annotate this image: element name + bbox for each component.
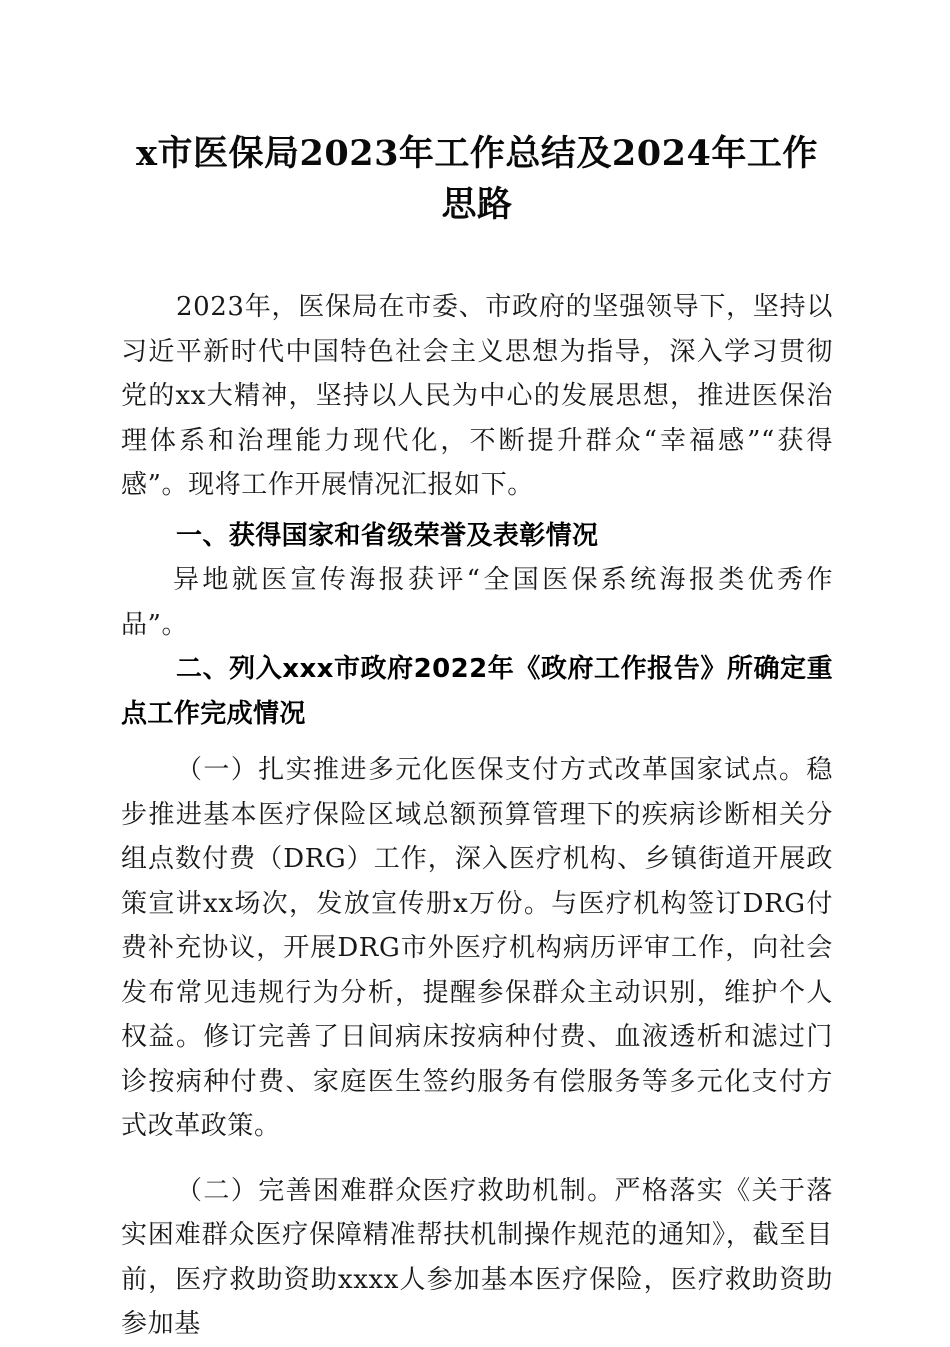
page-title: x市医保局2023年工作总结及2024年工作思路	[136, 133, 818, 225]
item-one-paragraph: （一）扎实推进多元化医保支付方式改革国家试点。稳步推进基本医疗保险区域总额预算管理下的疾病诊断相关分组点数付费（DRG）工作，深入医疗机构、乡镇街道开展政策宣讲xx场次，发放宣传册x万份。与医疗机构签订DRG付费补充协议，开展DRG市外医疗机构病历评审工作，向社会发布常见违规行为分析，提醒参保群众主动识别，维护个人权益。修订完善了日间病床按病种付费、血液透析和滤过门诊按病种付费、家庭医生签约服务有偿服务等多元化支付方式改革政策。	[121, 755, 833, 1141]
intro-paragraph: 2023年，医保局在市委、市政府的坚强领导下，坚持以习近平新时代中国特色社会主义思想为指导，深入学习贯彻党的xx大精神，坚持以人民为中心的发展思想，推进医保治理体系和治理能力现代化，不断提升群众“幸福感”“获得感”。现将工作开展情况汇报如下。	[121, 292, 833, 500]
document-text-column	[121, 0, 833, 1347]
section-heading-two: 二、列入xxx市政府2022年《政府工作报告》所确定重点工作完成情况	[121, 654, 833, 729]
item-two-paragraph: （二）完善困难群众医疗救助机制。严格落实《关于落实困难群众医疗保障精准帮扶机制操作规范的通知》，截至目前，医疗救助资助xxxx人参加基本医疗保险，医疗救助资助参加基	[121, 1175, 833, 1339]
section-heading-one: 一、获得国家和省级荣誉及表彰情况	[176, 520, 599, 551]
section-one-body: 异地就医宣传海报获评“全国医保系统海报类优秀作品”。	[121, 565, 833, 640]
